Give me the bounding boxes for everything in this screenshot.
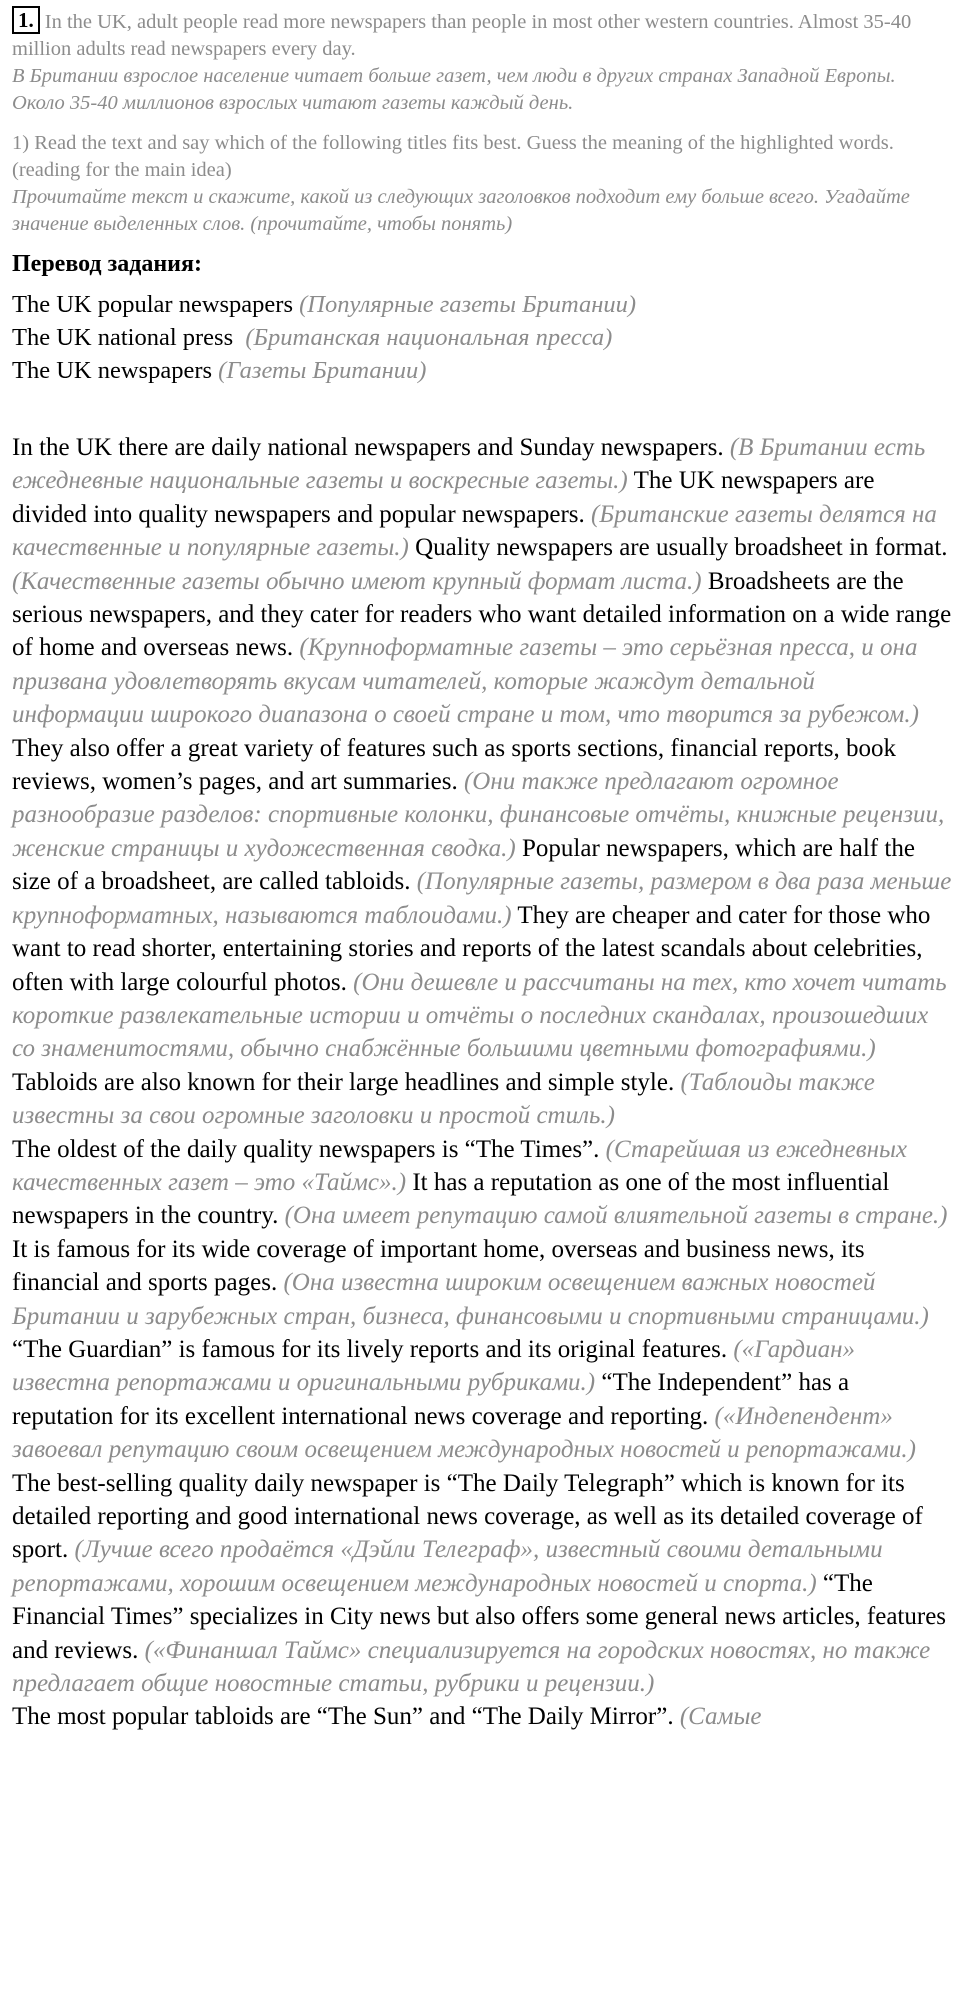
title-ru: (Популярные газеты Британии) bbox=[299, 291, 637, 318]
sentence-ru: («Индепендент» завоевал репутацию своим освещением международных новостей и репортажами.) bbox=[12, 1402, 916, 1464]
text-paragraph bbox=[12, 431, 952, 1133]
title-option bbox=[12, 288, 948, 321]
instruction-en: 1) Read the text and say which of the following titles fits best. Guess the meaning of the highlighted words. (reading for the main idea) bbox=[12, 132, 894, 181]
translation-heading: Перевод задания: bbox=[12, 251, 202, 277]
sentence-ru: (Они также предлагают огромное разнообразие разделов: спортивные колонки, финансовые отчёты, книжные рецензии, женские страницы и художественная сводка.) bbox=[12, 768, 945, 862]
sentence-en: It is famous for its wide coverage of important home, overseas and business news, its financial and sports pages. bbox=[12, 1235, 865, 1297]
sentence-ru: (Популярные газеты, размером в два раза меньше крупноформатных, называются таблоидами.) bbox=[12, 868, 952, 929]
sentence-ru: (В Британии есть ежедневные национальные газеты и воскресные газеты.) bbox=[12, 434, 926, 495]
sentence-ru: (Таблоиды также известны за свои огромные заголовки и простой стиль.) bbox=[12, 1068, 875, 1130]
title-option bbox=[12, 321, 948, 354]
intro-en: In the UK, adult people read more newspapers than people in most other western countries. Almost 35-40 million adults read newspapers every day. bbox=[12, 11, 912, 60]
sentence-en: It has a reputation as one of the most influential newspapers in the country. bbox=[12, 1168, 890, 1230]
title-en: The UK newspapers bbox=[12, 357, 213, 384]
instruction-ru: Прочитайте текст и скажите, какой из следующих заголовков подходит ему больше всего. Угадайте значение выделенных слов. (прочитайте, чтобы понять) bbox=[12, 186, 910, 235]
sentence-ru: (Старейшая из ежедневных качественных газет – это «Таймс».) bbox=[12, 1135, 907, 1196]
text-paragraph bbox=[12, 1700, 952, 1733]
sentence-en: The most popular tabloids are “The Sun” and “The Daily Mirror”. bbox=[12, 1703, 674, 1731]
sentence-en: “The Independent” has a reputation for its excellent international news coverage and reporting. bbox=[12, 1369, 850, 1430]
sentence-en: Tabloids are also known for their large headlines and simple style. bbox=[12, 1068, 675, 1096]
title-option bbox=[12, 354, 948, 387]
sentence-ru: (Лучше всего продаётся «Дэйли Телеграф», известный своими детальными репортажами, хорошим освещением международных новостей и спорта.) bbox=[12, 1536, 883, 1597]
sentence-ru: («Гардиан» известна репортажами и оригинальными рубриками.) bbox=[12, 1335, 855, 1397]
intro-ru: В Британии взрослое население читает больше газет, чем люди в других странах Западной Европы. Около 35-40 миллионов взрослых читают газеты каждый день. bbox=[12, 65, 896, 114]
sentence-en: The best-selling quality daily newspaper is “The Daily Telegraph” which is known for its detailed reporting and good international news coverage, as well as its detailed coverage of sport. bbox=[12, 1469, 923, 1564]
sentence-en: Popular newspapers, which are half the size of a broadsheet, are called tabloids. bbox=[12, 834, 915, 896]
sentence-ru: (Она известна широким освещением важных новостей Британии и зарубежных стран, бизнеса, финансовыми и спортивными страницами.) bbox=[12, 1269, 929, 1330]
task-number: 1. bbox=[12, 6, 40, 34]
sentence-ru: (Качественные газеты обычно имеют крупный формат листа.) bbox=[12, 567, 702, 595]
sentence-en: The oldest of the daily quality newspapers is “The Times”. bbox=[12, 1135, 600, 1163]
title-ru: (Газеты Британии) bbox=[218, 357, 427, 384]
sentence-ru: (Самые bbox=[679, 1703, 762, 1731]
title-en: The UK popular newspapers bbox=[12, 291, 293, 318]
title-options bbox=[12, 288, 948, 387]
title-en: The UK national press bbox=[12, 324, 234, 351]
sentence-en: Quality newspapers are usually broadsheet in format. bbox=[415, 534, 948, 562]
sentence-en: Broadsheets are the serious newspapers, and they cater for readers who want detailed information on a wide range of home and overseas news. bbox=[12, 567, 952, 662]
sentence-ru: (Крупноформатные газеты – это серьёзная пресса, и она призвана удовлетворять вкусам читателей, которые жаждут детальной информации широкого диапазона о своей стране и том, что творится за рубежом.) bbox=[12, 634, 919, 729]
sentence-ru: (Британские газеты делятся на качественные и популярные газеты.) bbox=[12, 500, 937, 562]
sentence-en: “The Guardian” is famous for its lively reports and its original features. bbox=[12, 1335, 728, 1363]
sentence-ru: (Она имеет репутацию самой влиятельной газеты в стране.) bbox=[284, 1202, 948, 1230]
sentence-en: They are cheaper and cater for those who want to read shorter, entertaining stories and reports of the latest scandals about celebrities, often with large colourful photos. bbox=[12, 901, 931, 996]
sentence-en: “The Financial Times” specializes in City news but also offers some general news articles, features and reviews. bbox=[12, 1569, 947, 1664]
task-intro bbox=[12, 6, 948, 238]
text-paragraph bbox=[12, 1133, 952, 1701]
title-ru: (Британская национальная пресса) bbox=[245, 324, 613, 351]
main-text bbox=[12, 431, 952, 1734]
sentence-ru: («Финаншал Таймс» специализируется на городских новостях, но также предлагает общие новостные статьи, рубрики и рецензии.) bbox=[12, 1636, 931, 1698]
sentence-en: The UK newspapers are divided into quality newspapers and popular newspapers. bbox=[12, 467, 875, 528]
sentence-en: They also offer a great variety of features such as sports sections, financial reports, book reviews, women’s pages, and art summaries. bbox=[12, 734, 896, 796]
sentence-ru: (Они дешевле и рассчитаны на тех, кто хочет читать короткие развлекательные истории и отчёты о последних скандалах, произошедших со знаменитостями, обычно снабжённые большими цветными фотографиями.) bbox=[12, 968, 947, 1063]
sentence-en: In the UK there are daily national newspapers and Sunday newspapers. bbox=[12, 434, 724, 461]
